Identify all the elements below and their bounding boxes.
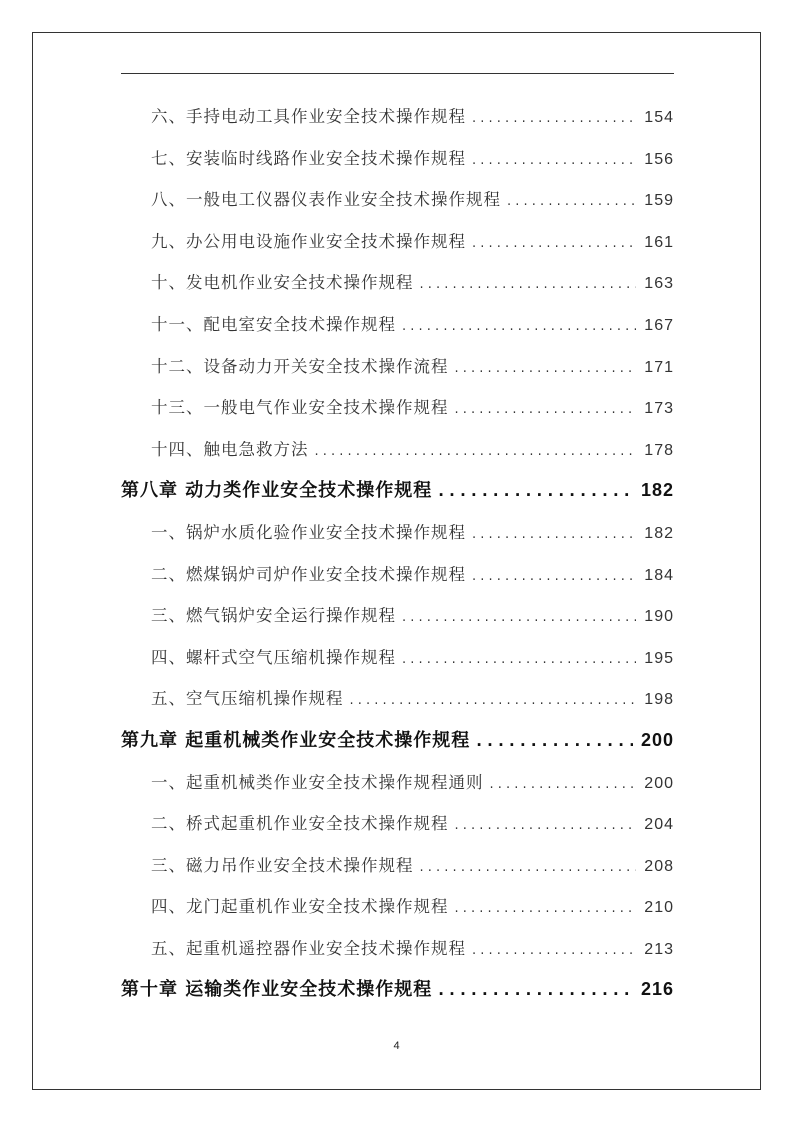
toc-page-number: 182 bbox=[640, 480, 674, 501]
toc-entry[interactable] bbox=[121, 595, 674, 637]
toc-entry[interactable] bbox=[121, 554, 674, 596]
toc-entry[interactable] bbox=[121, 928, 674, 970]
toc-entry-title: 三、燃气锅炉安全运行操作规程 bbox=[151, 606, 396, 626]
toc-page-number: 159 bbox=[644, 192, 674, 210]
toc-dot-leader bbox=[472, 930, 636, 970]
toc-entry[interactable] bbox=[121, 179, 674, 221]
toc-entry[interactable] bbox=[121, 221, 674, 263]
toc-entry[interactable] bbox=[121, 886, 674, 928]
toc-page-number: 198 bbox=[644, 691, 674, 709]
toc-page-number: 161 bbox=[644, 233, 674, 251]
toc-entry-title: 二、燃煤锅炉司炉作业安全技术操作规程 bbox=[151, 564, 466, 584]
toc-dot-leader bbox=[472, 140, 636, 180]
toc-dot-leader bbox=[420, 264, 637, 304]
toc-page-number: 204 bbox=[644, 816, 674, 834]
toc-entry-title: 四、龙门起重机作业安全技术操作规程 bbox=[151, 897, 449, 917]
toc-page-number: 163 bbox=[644, 275, 674, 293]
toc-dot-leader bbox=[472, 556, 636, 596]
toc-entry[interactable] bbox=[121, 262, 674, 304]
toc-entry[interactable] bbox=[121, 387, 674, 429]
toc-entry[interactable] bbox=[121, 803, 674, 845]
toc-page-number: 200 bbox=[640, 729, 674, 750]
toc-chapter-title: 第八章 动力类作业安全技术操作规程 bbox=[121, 480, 433, 502]
toc-entry[interactable] bbox=[121, 429, 674, 471]
toc-entry[interactable] bbox=[121, 96, 674, 138]
toc-dot-leader bbox=[490, 764, 637, 804]
toc-entry-title: 三、磁力吊作业安全技术操作规程 bbox=[151, 855, 414, 875]
toc-page-number: 216 bbox=[640, 979, 674, 1000]
toc-entry-title: 五、空气压缩机操作规程 bbox=[151, 689, 344, 709]
toc-page-number: 213 bbox=[644, 940, 674, 958]
toc-dot-leader bbox=[438, 471, 633, 512]
toc-entry-title: 十一、配电室安全技术操作规程 bbox=[151, 314, 396, 334]
toc-entry-title: 十三、一般电气作业安全技术操作规程 bbox=[151, 398, 449, 418]
toc-dot-leader bbox=[350, 680, 637, 720]
toc-entry[interactable] bbox=[121, 845, 674, 887]
toc-dot-leader bbox=[455, 888, 637, 928]
toc-dot-leader bbox=[402, 639, 636, 679]
toc-dot-leader bbox=[476, 721, 633, 762]
toc-page-number: 167 bbox=[644, 316, 674, 334]
toc-dot-leader bbox=[315, 431, 637, 471]
toc-chapter-entry[interactable] bbox=[121, 720, 674, 762]
toc-entry-title: 十二、设备动力开关安全技术操作流程 bbox=[151, 356, 449, 376]
toc-entry-title: 四、螺杆式空气压缩机操作规程 bbox=[151, 647, 396, 667]
toc-dot-leader bbox=[507, 181, 636, 221]
toc-page-number: 178 bbox=[644, 441, 674, 459]
toc-dot-leader bbox=[472, 98, 636, 138]
toc-chapter-title: 第九章 起重机械类作业安全技术操作规程 bbox=[121, 729, 471, 751]
table-of-contents bbox=[121, 96, 674, 1011]
toc-entry-title: 六、手持电动工具作业安全技术操作规程 bbox=[151, 107, 466, 126]
toc-dot-leader bbox=[472, 223, 636, 263]
toc-dot-leader bbox=[455, 805, 637, 845]
toc-chapter-title: 第十章 运输类作业安全技术操作规程 bbox=[121, 979, 433, 1001]
toc-page-number: 154 bbox=[644, 109, 674, 126]
toc-entry-title: 八、一般电工仪器仪表作业安全技术操作规程 bbox=[151, 190, 501, 210]
toc-page-number: 173 bbox=[644, 400, 674, 418]
toc-entry-title: 五、起重机遥控器作业安全技术操作规程 bbox=[151, 938, 466, 958]
header-rule bbox=[121, 73, 674, 74]
toc-entry-title: 十、发电机作业安全技术操作规程 bbox=[151, 273, 414, 293]
toc-entry[interactable] bbox=[121, 762, 674, 804]
toc-page-number: 184 bbox=[644, 566, 674, 584]
footer-page-number: 4 bbox=[393, 1040, 400, 1052]
toc-dot-leader bbox=[472, 514, 636, 554]
toc-page-number: 171 bbox=[644, 358, 674, 376]
toc-entry[interactable] bbox=[121, 346, 674, 388]
toc-page-number: 156 bbox=[644, 150, 674, 168]
toc-dot-leader bbox=[402, 306, 636, 346]
toc-chapter-entry[interactable] bbox=[121, 969, 674, 1011]
toc-entry-title: 二、桥式起重机作业安全技术操作规程 bbox=[151, 814, 449, 834]
toc-entry[interactable] bbox=[121, 512, 674, 554]
toc-page-number: 210 bbox=[644, 899, 674, 917]
toc-entry[interactable] bbox=[121, 304, 674, 346]
toc-entry-title: 一、锅炉水质化验作业安全技术操作规程 bbox=[151, 522, 466, 542]
toc-dot-leader bbox=[455, 389, 637, 429]
toc-chapter-entry[interactable] bbox=[121, 470, 674, 512]
toc-entry-title: 九、办公用电设施作业安全技术操作规程 bbox=[151, 231, 466, 251]
toc-entry[interactable] bbox=[121, 678, 674, 720]
toc-dot-leader bbox=[455, 348, 637, 388]
toc-dot-leader bbox=[438, 970, 633, 1011]
toc-dot-leader bbox=[402, 597, 636, 637]
toc-page-number: 200 bbox=[644, 774, 674, 792]
toc-entry-title: 七、安装临时线路作业安全技术操作规程 bbox=[151, 148, 466, 168]
toc-entry[interactable] bbox=[121, 138, 674, 180]
toc-page-number: 190 bbox=[644, 608, 674, 626]
toc-entry[interactable] bbox=[121, 637, 674, 679]
toc-entry-title: 十四、触电急救方法 bbox=[151, 439, 309, 459]
toc-page-number: 195 bbox=[644, 649, 674, 667]
toc-page-number: 182 bbox=[644, 524, 674, 542]
toc-dot-leader bbox=[420, 847, 637, 887]
toc-page-number: 208 bbox=[644, 857, 674, 875]
toc-entry-title: 一、起重机械类作业安全技术操作规程通则 bbox=[151, 772, 484, 792]
